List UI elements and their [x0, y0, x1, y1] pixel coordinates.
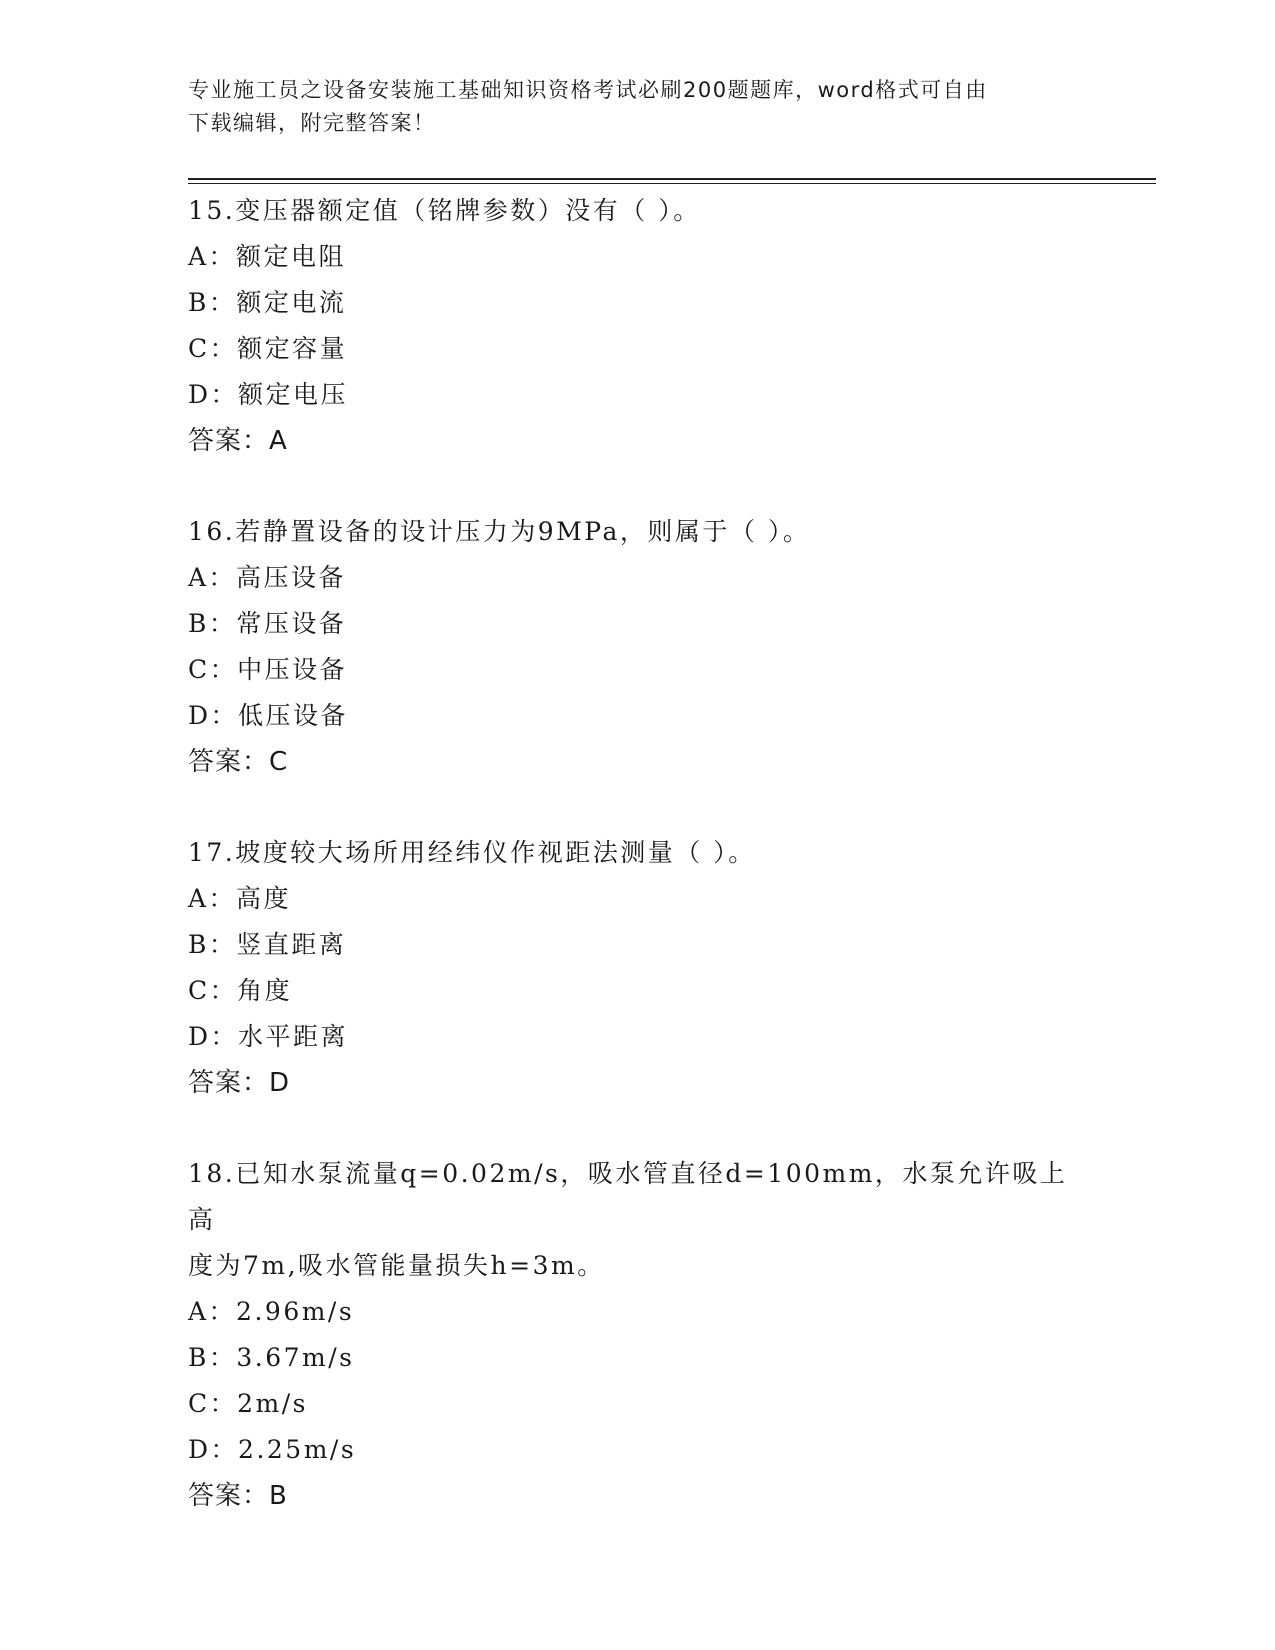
header-line-2: 下载编辑，附完整答案！ — [188, 111, 436, 135]
option-d: D：低压设备 — [188, 701, 349, 730]
question-15 — [188, 188, 1088, 464]
question-stem-continued: 度为7m,吸水管能量损失h=3m。 — [188, 1251, 605, 1280]
option-c: C：2m/s — [188, 1389, 308, 1418]
answer-line: 答案：B — [188, 1481, 288, 1511]
option-d: D：水平距离 — [188, 1022, 349, 1051]
header-divider-thick — [188, 178, 1156, 180]
question-stem: 16.若静置设备的设计压力为9MPa，则属于（ ）。 — [188, 517, 811, 546]
option-a: A：2.96m/s — [188, 1297, 355, 1326]
option-a: A：高度 — [188, 884, 292, 913]
question-17 — [188, 830, 1088, 1106]
option-a: A：高压设备 — [188, 563, 347, 592]
question-stem: 17.坡度较大场所用经纬仪作视距法测量（ ）。 — [188, 838, 756, 867]
question-stem: 15.变压器额定值（铭牌参数）没有（ ）。 — [188, 196, 701, 225]
header-line-1: 专业施工员之设备安装施工基础知识资格考试必刷200题题库，word格式可自由 — [188, 78, 988, 102]
option-d: D：2.25m/s — [188, 1435, 357, 1464]
question-list — [188, 188, 1088, 1564]
option-b: B：竖直距离 — [188, 930, 347, 959]
option-b: B：常压设备 — [188, 609, 347, 638]
option-a: A：额定电阻 — [188, 242, 347, 271]
option-c: C：角度 — [188, 976, 293, 1005]
option-b: B：3.67m/s — [188, 1343, 355, 1372]
option-b: B：额定电流 — [188, 288, 347, 317]
option-d: D：额定电压 — [188, 380, 349, 409]
question-16 — [188, 509, 1088, 785]
answer-line: 答案：D — [188, 1068, 291, 1098]
header-divider-thin — [188, 183, 1156, 184]
question-18 — [188, 1151, 1088, 1519]
answer-line: 答案：A — [188, 426, 288, 456]
question-stem: 18.已知水泵流量q=0.02m/s，吸水管直径d=100mm，水泵允许吸上高 — [188, 1159, 1068, 1234]
option-c: C：额定容量 — [188, 334, 348, 363]
option-c: C：中压设备 — [188, 655, 348, 684]
answer-line: 答案：C — [188, 747, 289, 777]
document-header — [188, 74, 1088, 140]
